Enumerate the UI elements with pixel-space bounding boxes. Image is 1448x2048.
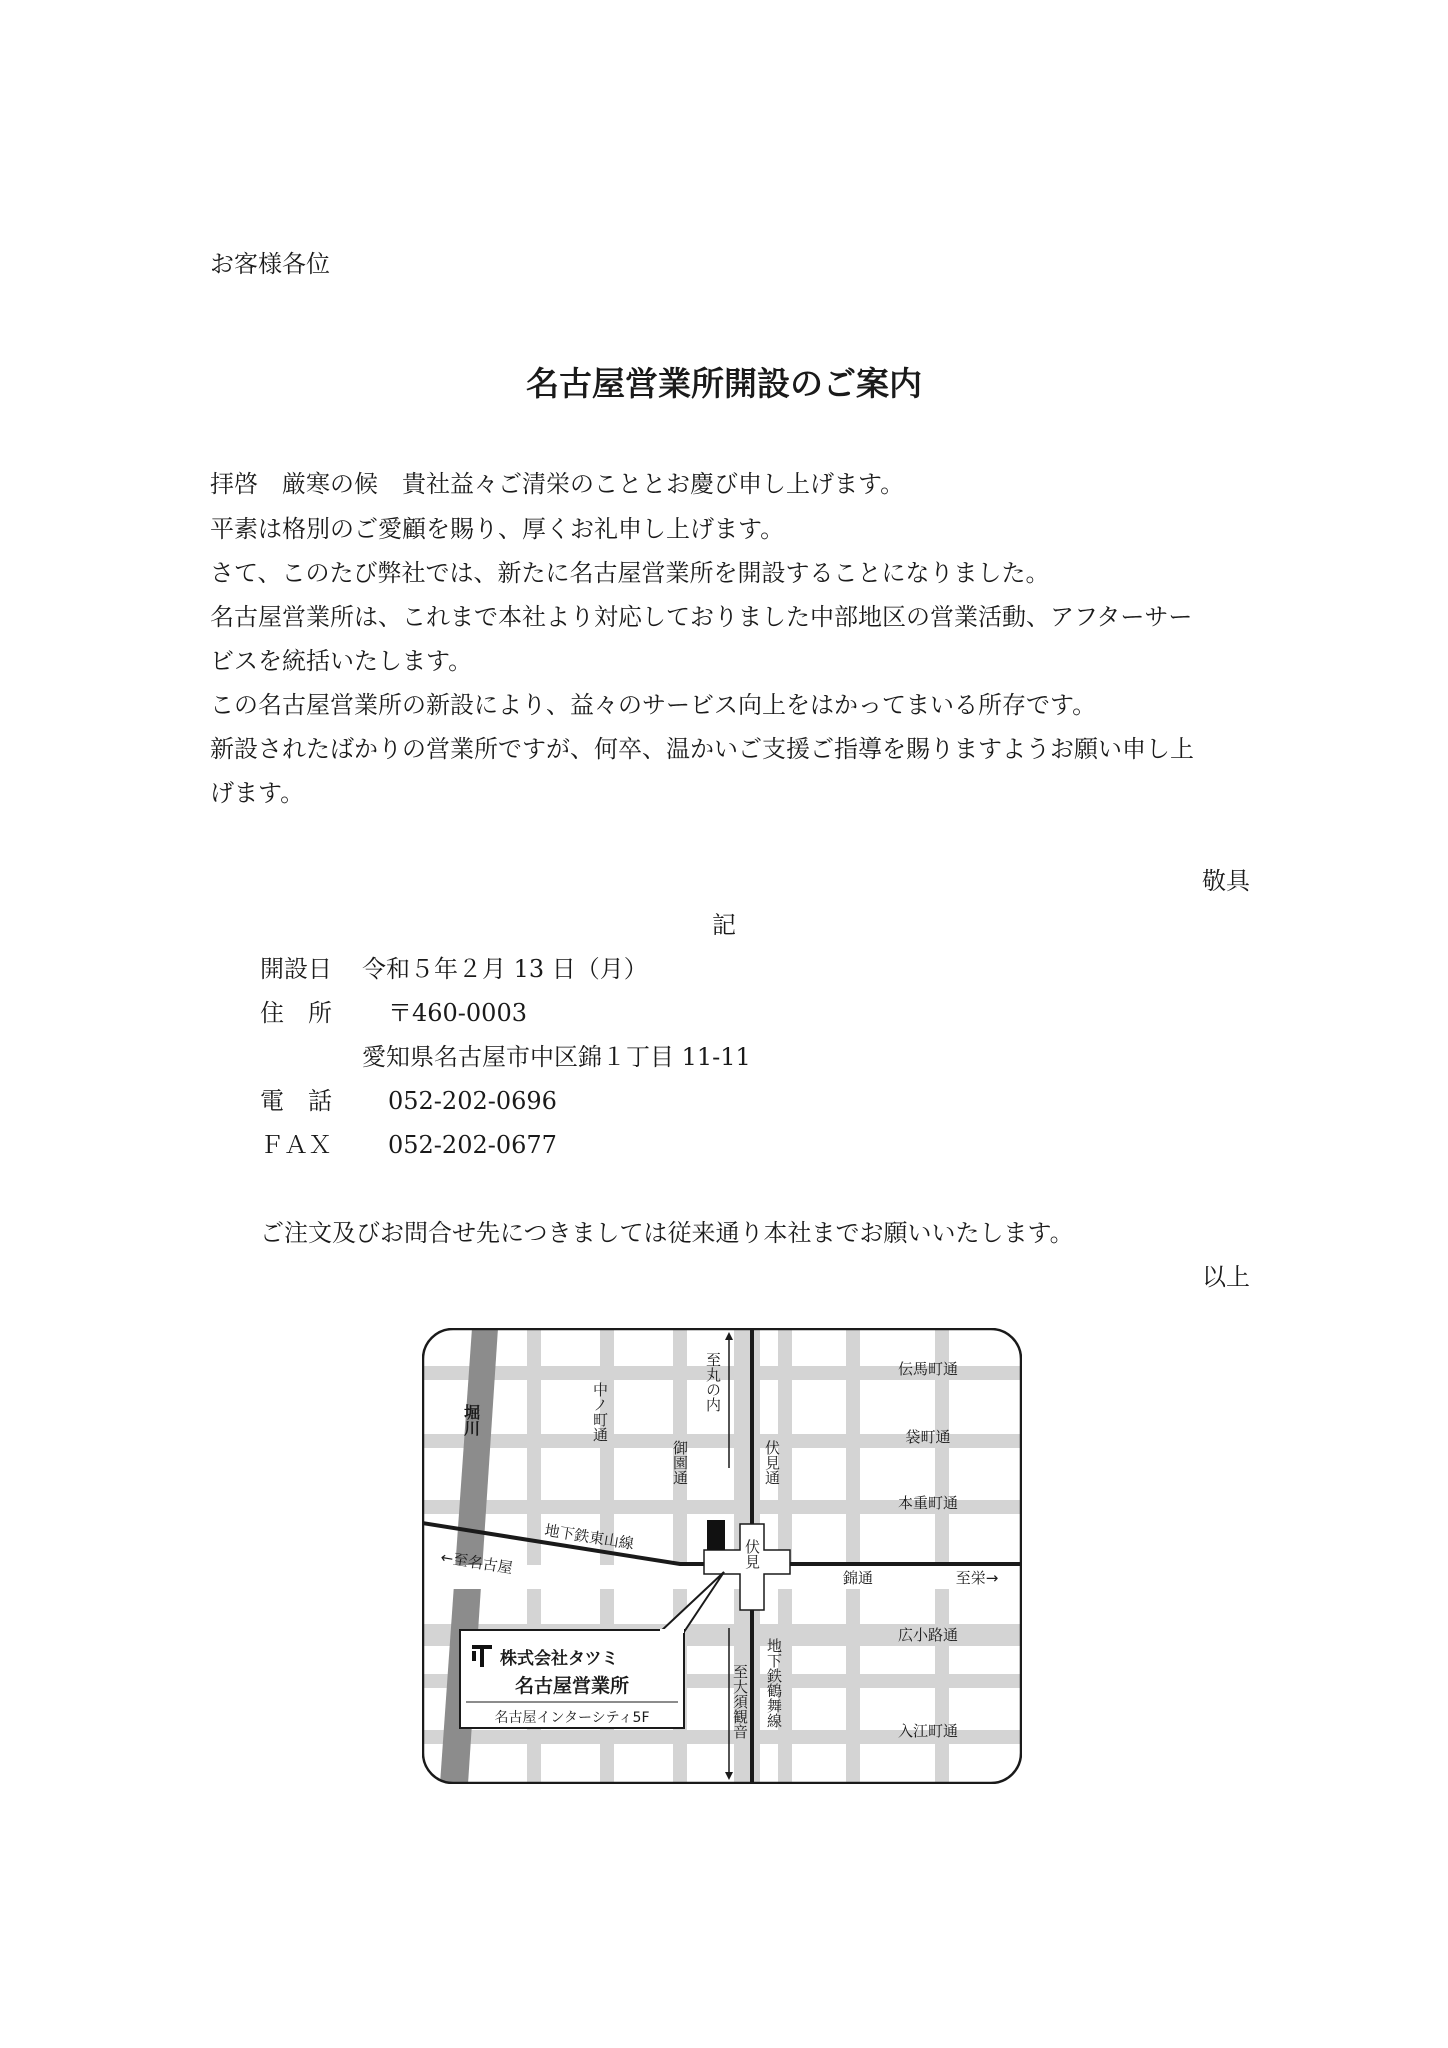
address-label: 住 所 <box>260 999 332 1027</box>
label-misono: 御園通 <box>671 1440 689 1485</box>
closing-keigu: 敬具 <box>1202 867 1250 895</box>
label-denmacho: 伝馬町通 <box>897 1360 959 1378</box>
postal-code: 〒460-0003 <box>388 999 527 1027</box>
body-line: 拝啓 厳寒の候 貴社益々ご清栄のこととお慶び申し上げます。 <box>210 470 905 498</box>
tel-value: 052-202-0696 <box>388 1087 557 1115</box>
street <box>935 1328 949 1784</box>
label-honjumachi: 本重町通 <box>897 1494 959 1512</box>
label-higashiyama-line: 地下鉄東山線 <box>543 1521 636 1554</box>
body-line: 名古屋営業所は、これまで本社より対応しておりました中部地区の営業活動、アフターサー <box>210 603 1193 631</box>
label-nishiki: 錦通 <box>842 1569 874 1587</box>
label-to-nagoya: ←至名古屋 <box>439 1548 514 1578</box>
label-fushimi-station: 伏見 <box>743 1539 761 1569</box>
body-line: ビスを統括いたします。 <box>210 647 473 675</box>
body-line: 平素は格別のご愛顧を賜り、厚くお礼申し上げます。 <box>210 515 785 543</box>
salutation: お客様各位 <box>210 250 330 278</box>
office-name: 名古屋営業所 <box>514 1675 630 1697</box>
label-fukuromachi: 袋町通 <box>905 1428 951 1446</box>
opening-date-label: 開設日 <box>260 955 332 983</box>
office-building-marker <box>707 1520 725 1550</box>
label-to-osu: 至大須観音 <box>731 1664 749 1739</box>
label-to-sakae: 至栄→ <box>955 1569 999 1587</box>
company-name: 株式会社タツミ <box>500 1649 619 1669</box>
label-hirokoji: 広小路通 <box>897 1626 959 1644</box>
label-naka-no-machi: 中ノ町通 <box>591 1382 609 1442</box>
street <box>846 1328 860 1784</box>
fax-label: ＦＡＸ <box>260 1131 332 1159</box>
access-map <box>422 1328 1022 1784</box>
building-name: 名古屋インターシティ5F <box>494 1710 650 1726</box>
label-tsurumai-line: 地下鉄鶴舞線 <box>765 1638 783 1728</box>
label-horikawa: 堀川 <box>461 1404 481 1436</box>
label-to-marunouchi: 至丸の内 <box>704 1352 722 1412</box>
contact-note: ご注文及びお問合せ先につきましては従来通り本社までお願いいたします。 <box>260 1219 1074 1247</box>
body-line: 新設されたばかりの営業所ですが、何卒、温かいご支援ご指導を賜りますようお願い申し上 <box>210 735 1194 763</box>
closing-ijou: 以上 <box>1202 1263 1250 1291</box>
label-iriecho: 入江町通 <box>897 1722 959 1740</box>
body-line: この名古屋営業所の新設により、益々のサービス向上をはかってまいる所存です。 <box>210 691 1097 719</box>
document-title: 名古屋営業所開設のご案内 <box>526 364 922 403</box>
body-line: げます。 <box>210 779 305 807</box>
record-heading: 記 <box>712 911 736 939</box>
opening-date-value: 令和５年２月 13 日（月） <box>362 955 648 983</box>
address-value: 愛知県名古屋市中区錦１丁目 11-11 <box>362 1043 751 1071</box>
body-line: さて、このたび弊社では、新たに名古屋営業所を開設することになりました。 <box>210 559 1050 587</box>
label-fushimi-dori: 伏見通 <box>763 1440 781 1485</box>
fax-value: 052-202-0677 <box>388 1131 557 1159</box>
tel-label: 電 話 <box>260 1087 332 1115</box>
